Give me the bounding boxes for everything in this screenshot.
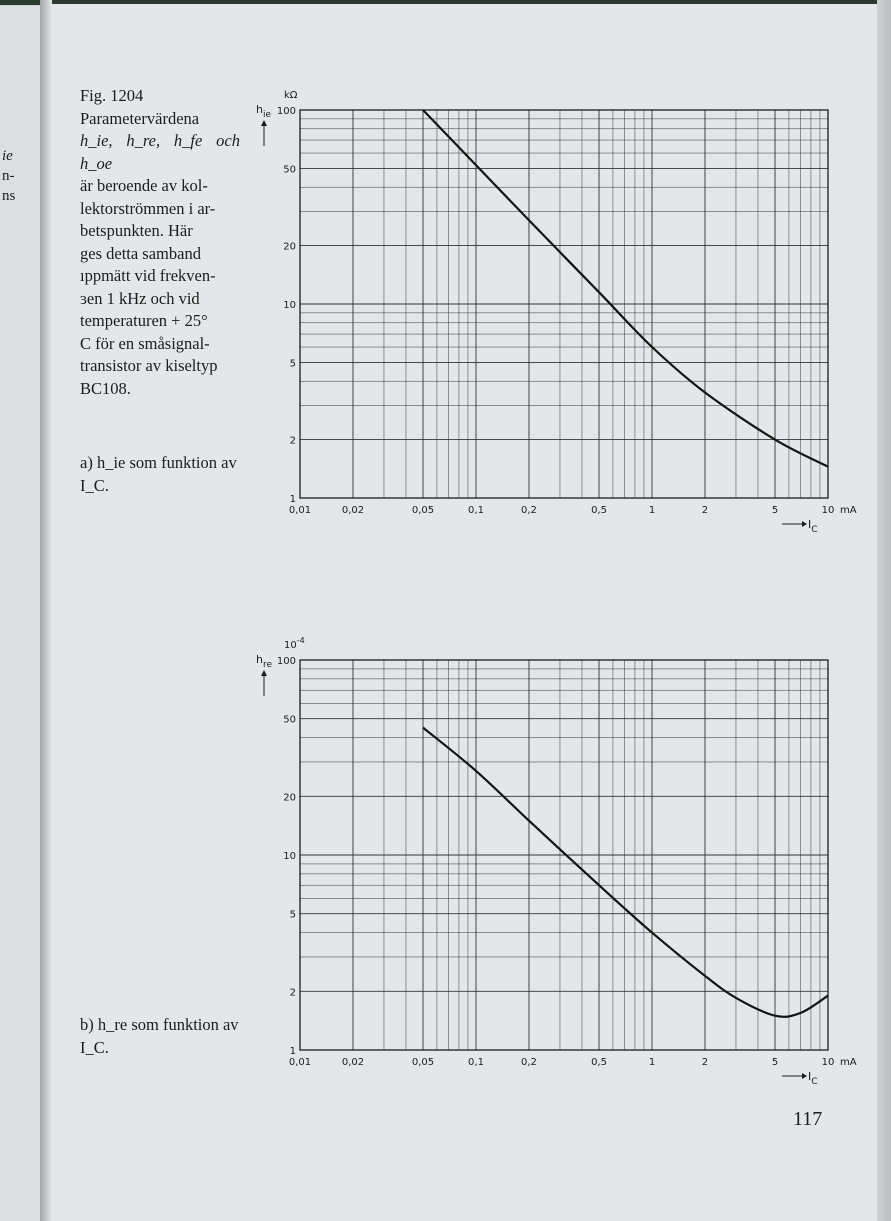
y-tick-label: 20	[283, 792, 296, 804]
x-tick-label: 10	[821, 505, 835, 516]
chart-hie	[256, 90, 857, 535]
y-tick-label: 20	[283, 241, 296, 253]
y-tick-label: 100	[276, 656, 296, 667]
x-tick-label: 2	[701, 1057, 709, 1068]
x-tick-label: 0,5	[591, 1057, 607, 1068]
x-unit-label: mA	[840, 505, 857, 516]
left-fragment-1: ie	[2, 148, 13, 164]
caption-line: h_ie, h_re, h_fe och h_oe	[80, 131, 240, 173]
subcaption-b: b) h_re som funktion av I_C.	[80, 1015, 239, 1057]
x-tick-label: 0,2	[521, 505, 537, 516]
caption-line: C för en småsignal-	[80, 333, 210, 353]
x-tick-label: 0,05	[411, 1057, 435, 1068]
series-line-hre	[423, 728, 828, 1017]
y-tick-label: 50	[283, 164, 296, 176]
y-tick-label: 2	[289, 435, 296, 447]
left-fragment-3: ns	[2, 188, 16, 204]
y-axis-label: $h_{ie}$	[256, 103, 272, 120]
x-tick-label: 0,1	[468, 1057, 484, 1068]
y-axis-label-sub: ie	[262, 110, 272, 120]
y-axis-label: $h_{re}$	[256, 653, 273, 670]
x-tick-label: 0,01	[288, 505, 312, 516]
y-axis-arrowhead	[261, 120, 267, 126]
x-unit-label: mA	[840, 1057, 857, 1068]
caption-line: betspunkten. Här	[80, 221, 193, 240]
caption-line: BC108.	[80, 378, 131, 398]
caption-line: ɜen 1 kHz och vid	[80, 288, 200, 308]
x-tick-label: 1	[648, 1057, 656, 1068]
caption-line: ges detta samband	[80, 243, 201, 263]
page-number: 117	[793, 1108, 823, 1130]
caption-line: är beroende av kol-	[80, 176, 208, 195]
x-tick-label: 1	[648, 505, 656, 516]
caption-line: ıppmätt vid frekven-	[80, 266, 216, 285]
x-tick-label: 0,02	[341, 1057, 365, 1068]
x-axis-label-sub: C	[811, 525, 818, 535]
x-axis-label-sub: C	[811, 1077, 818, 1087]
chart-hre	[256, 636, 857, 1087]
x-tick-label: 10	[821, 1057, 835, 1068]
x-tick-label: 5	[771, 1057, 779, 1068]
y-tick-label: 10	[283, 300, 296, 311]
x-axis-arrowhead	[802, 521, 807, 527]
y-tick-label: 10	[283, 851, 296, 862]
x-tick-label: 0,2	[521, 1057, 537, 1068]
x-tick-label: 0,1	[468, 505, 484, 516]
y-tick-label: 5	[289, 909, 296, 921]
caption-line: lektorströmmen i ar-	[80, 198, 216, 218]
y-axis-label-sub: re	[262, 660, 273, 670]
y-tick-label: 1	[289, 494, 296, 505]
series-line-hie	[423, 110, 828, 467]
y-unit-exponent: -4	[296, 636, 305, 645]
subcaption-a: a) h_ie som funktion av I_C.	[80, 453, 237, 495]
caption-line: transistor av kiseltyp	[80, 356, 218, 375]
x-tick-label: 0,5	[591, 505, 607, 516]
left-fragment-2: n-	[2, 168, 15, 184]
y-tick-label: 1	[289, 1046, 296, 1057]
x-axis-arrowhead	[802, 1073, 807, 1079]
y-tick-label: 50	[283, 714, 296, 726]
y-tick-label: 5	[289, 358, 296, 370]
x-axis-label: $I_C$	[808, 518, 818, 535]
caption-line: temperaturen + 25°	[80, 311, 208, 330]
x-tick-label: 2	[701, 505, 709, 516]
y-axis-arrowhead	[261, 670, 267, 676]
x-tick-label: 0,02	[341, 505, 365, 516]
y-unit-label: kΩ	[284, 90, 298, 101]
x-axis-label: $I_C$	[808, 1070, 818, 1087]
caption-line: Fig. 1204	[80, 86, 144, 105]
x-tick-label: 0,05	[411, 505, 435, 516]
x-tick-label: 5	[771, 505, 779, 516]
y-tick-label: 2	[289, 987, 296, 999]
y-unit-label: $10^{-4}$	[284, 636, 305, 651]
x-tick-label: 0,01	[288, 1057, 312, 1068]
y-tick-label: 100	[276, 106, 296, 117]
caption-line: Parametervärdena	[80, 108, 200, 128]
